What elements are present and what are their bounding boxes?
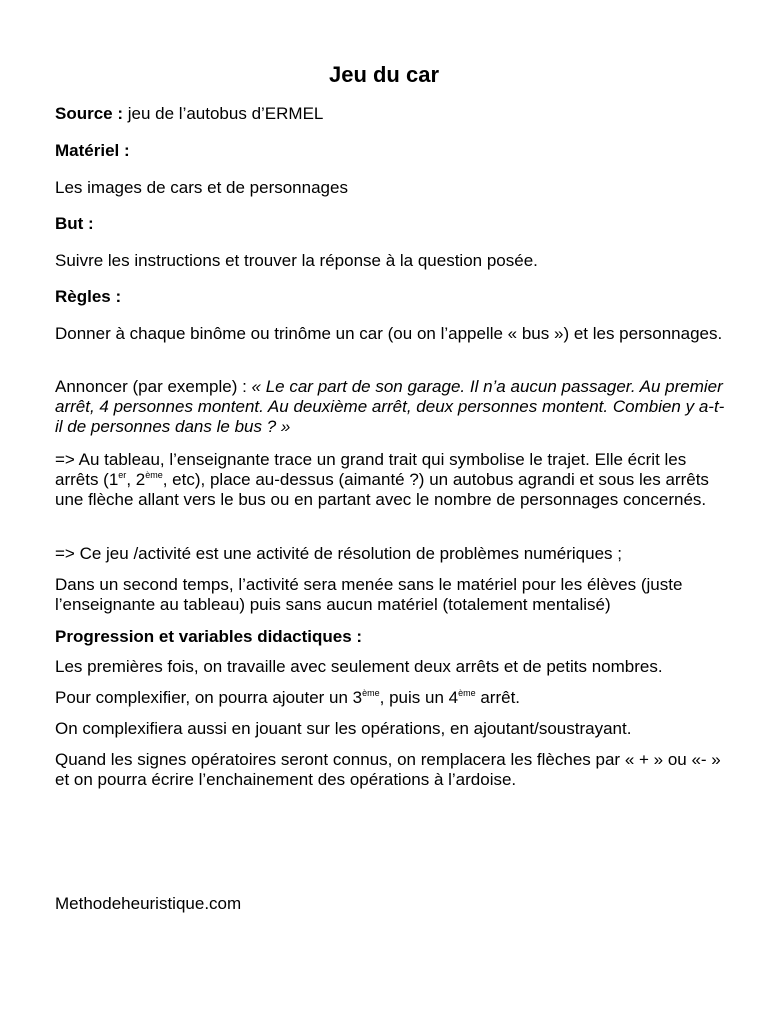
announce-lead: Annoncer (par exemple) : xyxy=(55,377,252,396)
source-text: jeu de l’autobus d’ERMEL xyxy=(123,104,324,123)
progression-paragraph-1: Les premières fois, on travaille avec seulement deux arrêts et de petits nombres. xyxy=(55,657,663,676)
announce-quote: « Le car part de son garage. Il n’a aucun passager. Au premier arrêt, 4 personnes montent. Au deuxième arrêt, deux personnes montent. Combien y a-t-il de personnes dans le bus ? » xyxy=(55,377,725,436)
superscript: ème xyxy=(362,688,380,698)
progression-paragraph-3: On complexifiera aussi en jouant sur les opérations, en ajoutant/soustrayant. xyxy=(55,719,632,738)
but-text: Suivre les instructions et trouver la réponse à la question posée. xyxy=(55,251,538,270)
source-label: Source : xyxy=(55,104,124,123)
but-heading: But : xyxy=(55,214,94,233)
progression-heading: Progression et variables didactiques : xyxy=(55,627,363,646)
materiel-heading: Matériel : xyxy=(55,141,130,160)
materiel-text: Les images de cars et de personnages xyxy=(55,178,348,197)
regles-paragraph-3: => Au tableau, l’enseignante trace un grand trait qui symbolise le trajet. Elle écrit les arrêts (1er, 2ème, etc), place au-dessus (aimanté ?) un autobus agrandi et sous les arrêts une flèche allant vers le bus ou en partant avec le nombre de personnages concernés. xyxy=(55,450,709,509)
superscript: ème xyxy=(458,688,476,698)
regles-heading: Règles : xyxy=(55,287,122,306)
source-line xyxy=(55,104,725,124)
regles-paragraph-2 xyxy=(55,377,725,437)
regles-paragraph-1: Donner à chaque binôme ou trinôme un car (ou on l’appelle « bus ») et les personnages. xyxy=(55,324,723,343)
superscript: er xyxy=(118,470,127,480)
superscript: ème xyxy=(145,470,163,480)
regles-paragraph-4: => Ce jeu /activité est une activité de résolution de problèmes numériques ; xyxy=(55,544,622,563)
regles-paragraph-5: Dans un second temps, l’activité sera menée sans le matériel pour les élèves (juste l’enseignante au tableau) puis sans aucun matériel (totalement mentalisé) xyxy=(55,575,683,614)
footer-site-name: Methodeheuristique.com xyxy=(55,894,242,913)
progression-paragraph-2: Pour complexifier, on pourra ajouter un 3ème, puis un 4ème arrêt. xyxy=(55,688,521,707)
progression-paragraph-4: Quand les signes opératoires seront connus, on remplacera les flèches par « + » ou «- » et on pourra écrire l’enchainement des opérations à l’ardoise. xyxy=(55,750,721,789)
page-title: Jeu du car xyxy=(328,62,440,87)
